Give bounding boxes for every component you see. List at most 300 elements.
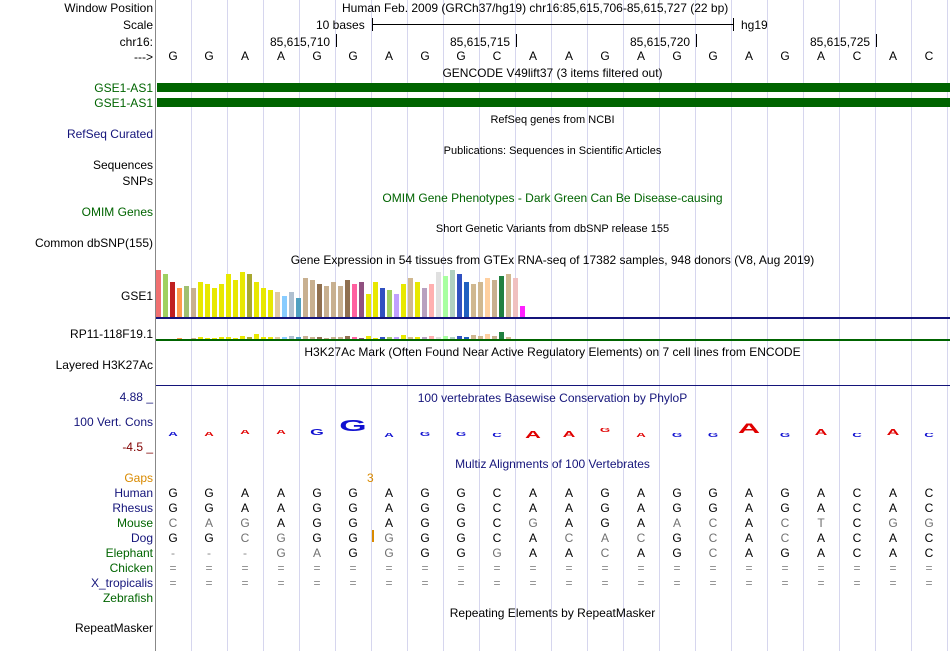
alignment-base: G	[384, 546, 394, 560]
base-letter: A	[744, 49, 753, 63]
alignment-base: G	[672, 501, 682, 515]
species-label[interactable]: Rhesus	[112, 501, 153, 515]
alignment-base: G	[888, 516, 898, 530]
alignment-base: C	[708, 546, 718, 560]
alignment-base: A	[816, 486, 825, 500]
alignment-base: =	[817, 561, 825, 575]
gtex-tissue-bar[interactable]	[499, 276, 504, 318]
alignment-base: A	[744, 501, 753, 515]
gtex-tissue-bar[interactable]	[345, 280, 350, 318]
base-letter: G	[348, 49, 358, 63]
base-letter: G	[204, 49, 214, 63]
window-position-value[interactable]: Human Feb. 2009 (GRCh37/hg19) chr16:85,615,706-85,615,727 (22 bp)	[342, 1, 729, 15]
gtex-tissue-bar[interactable]	[254, 282, 259, 318]
alignment-base: A	[564, 516, 573, 530]
gtex-rp11-gene-line	[156, 339, 950, 341]
position-tick	[696, 34, 697, 47]
alignment-base: =	[169, 561, 177, 575]
alignment-base: =	[853, 576, 861, 590]
h3k27ac-track-label[interactable]: Layered H3K27Ac	[55, 358, 153, 372]
gtex-tissue-bar[interactable]	[408, 278, 413, 318]
conservation-logo-letter: A	[384, 433, 394, 439]
base-letter: A	[240, 49, 249, 63]
conservation-logo-letter: A	[204, 432, 214, 438]
gtex-tissue-bar[interactable]	[436, 272, 441, 318]
alignment-base: A	[888, 531, 897, 545]
alignment-base: G	[456, 486, 466, 500]
alignment-base: =	[313, 576, 321, 590]
h3k27ac-signal-line	[156, 385, 950, 386]
alignment-base: G	[276, 546, 286, 560]
alignment-base: A	[528, 546, 537, 560]
gtex-gene-label[interactable]: RP11-118F19.1	[70, 327, 153, 341]
gtex-tissue-bar[interactable]	[247, 274, 252, 318]
conservation-track-title[interactable]: 100 vertebrates Basewise Conservation by PhyloP	[417, 391, 688, 405]
dbsnp-track-label[interactable]: Common dbSNP(155)	[34, 236, 153, 250]
alignment-base: =	[889, 576, 897, 590]
alignment-base: =	[565, 561, 573, 575]
gtex-gene-label[interactable]: GSE1	[120, 289, 153, 303]
alignment-base: -	[171, 546, 175, 560]
alignment-base: =	[349, 576, 357, 590]
alignment-base: G	[708, 501, 718, 515]
gtex-tissue-bar[interactable]	[310, 280, 315, 318]
gtex-tissue-bar[interactable]	[324, 286, 329, 318]
sequences-track-label[interactable]: Sequences	[92, 158, 153, 172]
alignment-base: A	[384, 516, 393, 530]
alignment-base: G	[456, 531, 466, 545]
dbsnp-track-title[interactable]: Short Genetic Variants from dbSNP release 155	[435, 223, 670, 235]
gtex-tissue-bar[interactable]	[282, 296, 287, 318]
alignment-base: C	[636, 531, 646, 545]
conservation-logo-letter: G	[339, 418, 367, 435]
gtex-gse1-gene-line	[156, 317, 950, 319]
gtex-tissue-bar[interactable]	[338, 286, 343, 318]
gtex-tissue-bar[interactable]	[464, 282, 469, 318]
alignment-base: G	[312, 486, 322, 500]
alignment-base: A	[672, 516, 681, 530]
alignment-base: G	[528, 516, 538, 530]
alignment-base: A	[528, 501, 537, 515]
conservation-logo-letter: G	[707, 433, 719, 439]
conservation-max-value: 4.88 _	[119, 390, 153, 404]
alignment-base: =	[349, 561, 357, 575]
gencode-track-title[interactable]: GENCODE V49lift37 (3 items filtered out)	[442, 66, 663, 80]
alignment-base: =	[529, 576, 537, 590]
alignment-base: C	[924, 486, 934, 500]
alignment-base: G	[348, 486, 358, 500]
alignment-base: G	[204, 486, 214, 500]
scale-bar	[372, 24, 734, 25]
gtex-tissue-bar[interactable]	[331, 282, 336, 318]
alignment-base: G	[924, 516, 934, 530]
alignment-base: A	[564, 546, 573, 560]
gtex-tissue-bar[interactable]	[240, 272, 245, 318]
alignment-base: G	[780, 486, 790, 500]
alignment-base: =	[205, 561, 213, 575]
base-letter: A	[528, 49, 537, 63]
base-letter: A	[888, 49, 897, 63]
base-letter: G	[168, 49, 178, 63]
alignment-base: A	[600, 531, 609, 545]
alignment-base: G	[348, 531, 358, 545]
conservation-logo-letter: G	[671, 433, 683, 439]
alignment-base: =	[529, 561, 537, 575]
repeatmasker-track-title[interactable]: Repeating Elements by RepeatMasker	[449, 606, 656, 620]
conservation-logo-letter: C	[852, 433, 862, 439]
refseq-track-label[interactable]: RefSeq Curated	[66, 127, 153, 141]
conservation-logo-letter: A	[276, 430, 286, 436]
alignment-base: G	[420, 531, 430, 545]
alignment-base: =	[457, 561, 465, 575]
base-letter: G	[672, 49, 682, 63]
alignment-base: G	[348, 516, 358, 530]
gtex-tissue-bar[interactable]	[443, 276, 448, 318]
alignment-base: C	[564, 531, 574, 545]
alignment-base: C	[168, 516, 178, 530]
gtex-tissue-bar[interactable]	[422, 288, 427, 318]
position-tick-label: 85,615,715	[450, 35, 511, 49]
gtex-tissue-bar[interactable]	[394, 294, 399, 318]
gtex-tissue-bar[interactable]	[478, 282, 483, 318]
gtex-tissue-bar[interactable]	[191, 288, 196, 318]
alignment-base: =	[169, 576, 177, 590]
alignment-base: =	[601, 576, 609, 590]
gtex-tissue-bar[interactable]	[359, 282, 364, 318]
alignment-base: G	[204, 501, 214, 515]
alignment-base: A	[888, 546, 897, 560]
alignment-base: A	[744, 531, 753, 545]
alignment-base: C	[492, 501, 502, 515]
species-label[interactable]: Zebrafish	[102, 591, 153, 605]
alignment-base: A	[564, 486, 573, 500]
alignment-base: G	[420, 486, 430, 500]
alignment-base: A	[276, 516, 285, 530]
alignment-base: =	[277, 576, 285, 590]
alignment-base: T	[817, 516, 825, 530]
alignment-base: =	[241, 561, 249, 575]
alignment-base: G	[312, 516, 322, 530]
base-letter: C	[924, 49, 934, 63]
alignment-base: G	[600, 501, 610, 515]
alignment-base: =	[601, 561, 609, 575]
conservation-logo-letter: A	[636, 433, 646, 439]
alignment-base: =	[781, 561, 789, 575]
alignment-base: C	[924, 501, 934, 515]
alignment-base: =	[745, 576, 753, 590]
base-letter: C	[852, 49, 862, 63]
conservation-logo-letter: A	[737, 420, 761, 436]
alignment-base: A	[816, 546, 825, 560]
alignment-base: =	[709, 576, 717, 590]
alignment-base: =	[457, 576, 465, 590]
gtex-tissue-bar[interactable]	[233, 280, 238, 318]
gtex-tissue-bar[interactable]	[275, 292, 280, 318]
alignment-base: A	[564, 501, 573, 515]
alignment-base: =	[385, 576, 393, 590]
base-letter: G	[708, 49, 718, 63]
gtex-tissue-bar[interactable]	[296, 298, 301, 318]
gtex-tissue-bar[interactable]	[450, 270, 455, 318]
gtex-tissue-bar[interactable]	[156, 270, 161, 318]
gencode-feature-bar[interactable]	[157, 83, 950, 92]
alignment-base: G	[600, 486, 610, 500]
refseq-track-title[interactable]: RefSeq genes from NCBI	[490, 114, 615, 126]
alignment-base: =	[493, 576, 501, 590]
gtex-tissue-bar[interactable]	[268, 290, 273, 318]
gtex-tissue-bar[interactable]	[317, 284, 322, 318]
chromosome-label: chr16:	[119, 35, 153, 49]
position-tick-label: 85,615,720	[630, 35, 691, 49]
species-label[interactable]: X_tropicalis	[90, 576, 153, 590]
gtex-tissue-bar[interactable]	[303, 278, 308, 318]
gtex-tissue-bar[interactable]	[387, 290, 392, 318]
gtex-tissue-bar[interactable]	[289, 292, 294, 318]
alignment-base: A	[312, 546, 321, 560]
conservation-logo-letter: A	[814, 428, 828, 437]
repeatmasker-track-label[interactable]: RepeatMasker	[74, 621, 153, 635]
conservation-logo-letter: A	[525, 430, 541, 441]
alignment-base: G	[168, 501, 178, 515]
base-letter: A	[564, 49, 573, 63]
gtex-tissue-bar[interactable]	[352, 284, 357, 318]
alignment-base: A	[204, 516, 213, 530]
alignment-base: C	[708, 516, 718, 530]
alignment-base: =	[421, 576, 429, 590]
alignment-base: C	[780, 516, 790, 530]
alignment-base: =	[385, 561, 393, 575]
alignment-base: =	[853, 561, 861, 575]
alignment-base: A	[528, 531, 537, 545]
gaps-value: 3	[367, 471, 374, 485]
alignment-base: G	[492, 546, 502, 560]
base-letter: G	[456, 49, 466, 63]
base-letter: A	[816, 49, 825, 63]
alignment-base: G	[456, 516, 466, 530]
conservation-logo-letter: A	[886, 428, 900, 437]
alignment-base: =	[817, 576, 825, 590]
multiz-track-title[interactable]: Multiz Alignments of 100 Vertebrates	[455, 457, 650, 471]
conservation-logo-letter: A	[562, 430, 576, 439]
position-tick	[516, 34, 517, 47]
alignment-base: G	[708, 486, 718, 500]
alignment-base: C	[492, 516, 502, 530]
alignment-base: =	[781, 576, 789, 590]
gtex-tissue-bar[interactable]	[401, 284, 406, 318]
conservation-logo-letter: G	[779, 433, 791, 439]
alignment-base: A	[240, 501, 249, 515]
gtex-gse1-barchart[interactable]	[156, 268, 556, 318]
alignment-base: A	[816, 501, 825, 515]
alignment-base: C	[924, 531, 934, 545]
alignment-base: =	[205, 576, 213, 590]
conservation-logo-letter: C	[492, 433, 502, 439]
alignment-base: -	[243, 546, 247, 560]
gtex-track-title[interactable]: Gene Expression in 54 tissues from GTEx RNA-seq of 17382 samples, 948 donors (V8, Aug 2019)	[290, 253, 815, 267]
alignment-base: A	[816, 531, 825, 545]
conservation-logo-letter: G	[455, 432, 467, 438]
species-label[interactable]: Mouse	[116, 516, 153, 530]
base-letter: A	[276, 49, 285, 63]
scale-label: Scale	[122, 18, 153, 32]
base-letter: C	[492, 49, 502, 63]
alignment-base: =	[313, 561, 321, 575]
alignment-base: =	[673, 561, 681, 575]
alignment-base: G	[672, 531, 682, 545]
gtex-tissue-bar[interactable]	[261, 288, 266, 318]
alignment-base: G	[276, 531, 286, 545]
alignment-base: C	[492, 486, 502, 500]
alignment-base: G	[420, 516, 430, 530]
gaps-label: Gaps	[124, 471, 153, 485]
gtex-tissue-bar[interactable]	[177, 288, 182, 318]
position-tick	[876, 34, 877, 47]
alignment-base: =	[889, 561, 897, 575]
alignment-base: G	[420, 501, 430, 515]
alignment-base: C	[492, 531, 502, 545]
gtex-tissue-bar[interactable]	[471, 284, 476, 318]
species-label[interactable]: Elephant	[105, 546, 153, 560]
alignment-base: =	[673, 576, 681, 590]
alignment-base: C	[708, 531, 718, 545]
alignment-base: A	[240, 486, 249, 500]
alignment-base: A	[636, 501, 645, 515]
alignment-base: =	[241, 576, 249, 590]
conservation-logo-letter: C	[924, 433, 934, 439]
alignment-base: G	[168, 486, 178, 500]
alignment-base: A	[384, 501, 393, 515]
snps-track-label[interactable]: SNPs	[122, 174, 153, 188]
alignment-base: -	[207, 546, 211, 560]
alignment-base: G	[312, 501, 322, 515]
alignment-base: A	[384, 486, 393, 500]
gtex-tissue-bar[interactable]	[373, 282, 378, 318]
alignment-base: G	[168, 531, 178, 545]
gtex-tissue-bar[interactable]	[198, 282, 203, 318]
gtex-tissue-bar[interactable]	[219, 284, 224, 318]
window-position-label: Window Position	[64, 1, 153, 15]
gtex-tissue-bar[interactable]	[506, 274, 511, 318]
scale-assembly: hg19	[741, 18, 768, 32]
base-letter: A	[636, 49, 645, 63]
gencode-item-label[interactable]: GSE1-AS1	[94, 81, 153, 95]
base-letter: G	[312, 49, 322, 63]
alignment-base: G	[204, 531, 214, 545]
alignment-base: G	[672, 546, 682, 560]
omim-track-title[interactable]: OMIM Gene Phenotypes - Dark Green Can Be Disease-causing	[382, 191, 723, 205]
alignment-base: A	[276, 501, 285, 515]
alignment-base: C	[852, 516, 862, 530]
conservation-min-value: -4.5 _	[122, 440, 153, 454]
alignment-base: C	[780, 531, 790, 545]
alignment-base: G	[240, 516, 250, 530]
gtex-tissue-bar[interactable]	[212, 288, 217, 318]
alignment-base: G	[780, 546, 790, 560]
gencode-feature-bar[interactable]	[157, 98, 950, 107]
gtex-tissue-bar[interactable]	[429, 284, 434, 318]
alignment-base: =	[493, 561, 501, 575]
alignment-base: =	[565, 576, 573, 590]
gtex-tissue-bar[interactable]	[170, 282, 175, 318]
alignment-base: G	[780, 501, 790, 515]
alignment-base: C	[924, 546, 934, 560]
alignment-base: A	[276, 486, 285, 500]
conservation-track-label[interactable]: 100 Vert. Cons	[73, 415, 153, 429]
species-label[interactable]: Dog	[130, 531, 153, 545]
alignment-base: =	[421, 561, 429, 575]
alignment-base: G	[348, 546, 358, 560]
alignment-base: G	[456, 546, 466, 560]
gtex-tissue-bar[interactable]	[513, 278, 518, 318]
alignment-base: G	[600, 516, 610, 530]
alignment-base: G	[384, 531, 394, 545]
alignment-base: C	[852, 501, 862, 515]
alignment-base: G	[420, 546, 430, 560]
scale-value: 10 bases	[316, 18, 365, 32]
base-letter: A	[384, 49, 393, 63]
sequences-track-title[interactable]: Publications: Sequences in Scientific Articles	[443, 145, 662, 157]
gtex-tissue-bar[interactable]	[492, 280, 497, 318]
scale-bar-right-tick	[733, 18, 734, 31]
conservation-logo-letter: G	[599, 428, 611, 434]
base-letter: G	[600, 49, 610, 63]
alignment-base: A	[744, 516, 753, 530]
base-letter: G	[780, 49, 790, 63]
base-letter: G	[420, 49, 430, 63]
alignment-base: =	[277, 561, 285, 575]
conservation-logo-letter: A	[168, 432, 178, 438]
gtex-tissue-bar[interactable]	[415, 282, 420, 318]
scale-bar-left-tick	[372, 18, 373, 31]
alignment-base: C	[852, 531, 862, 545]
alignment-base: C	[240, 531, 250, 545]
alignment-base: A	[636, 546, 645, 560]
gtex-tissue-bar[interactable]	[205, 284, 210, 318]
alignment-base: A	[636, 516, 645, 530]
gtex-tissue-bar[interactable]	[184, 286, 189, 318]
position-tick-label: 85,615,710	[270, 35, 331, 49]
alignment-base: G	[456, 501, 466, 515]
species-label[interactable]: Chicken	[109, 561, 153, 575]
alignment-base: C	[852, 486, 862, 500]
alignment-base: G	[312, 531, 322, 545]
gencode-item-label[interactable]: GSE1-AS1	[94, 96, 153, 110]
h3k27ac-track-title[interactable]: H3K27Ac Mark (Often Found Near Active Regulatory Elements) on 7 cell lines from ENCODE	[304, 345, 801, 359]
omim-track-label[interactable]: OMIM Genes	[81, 205, 153, 219]
gtex-tissue-bar[interactable]	[380, 288, 385, 318]
alignment-base: C	[600, 546, 610, 560]
conservation-logo-letter: G	[310, 428, 324, 437]
alignment-base: G	[672, 486, 682, 500]
alignment-base: C	[852, 546, 862, 560]
position-tick-label: 85,615,725	[810, 35, 871, 49]
alignment-base: A	[888, 486, 897, 500]
alignment-base: =	[709, 561, 717, 575]
species-label[interactable]: Human	[114, 486, 153, 500]
alignment-base: A	[744, 486, 753, 500]
alignment-base: =	[637, 576, 645, 590]
alignment-base: =	[745, 561, 753, 575]
conservation-logo-letter: A	[240, 430, 250, 436]
gtex-tissue-bar[interactable]	[226, 274, 231, 318]
alignment-base: =	[925, 561, 933, 575]
gtex-tissue-bar[interactable]	[457, 274, 462, 318]
alignment-base: A	[636, 486, 645, 500]
alignment-base: A	[888, 501, 897, 515]
gtex-tissue-bar[interactable]	[163, 274, 168, 318]
gtex-tissue-bar[interactable]	[366, 294, 371, 318]
gtex-tissue-bar[interactable]	[485, 278, 490, 318]
